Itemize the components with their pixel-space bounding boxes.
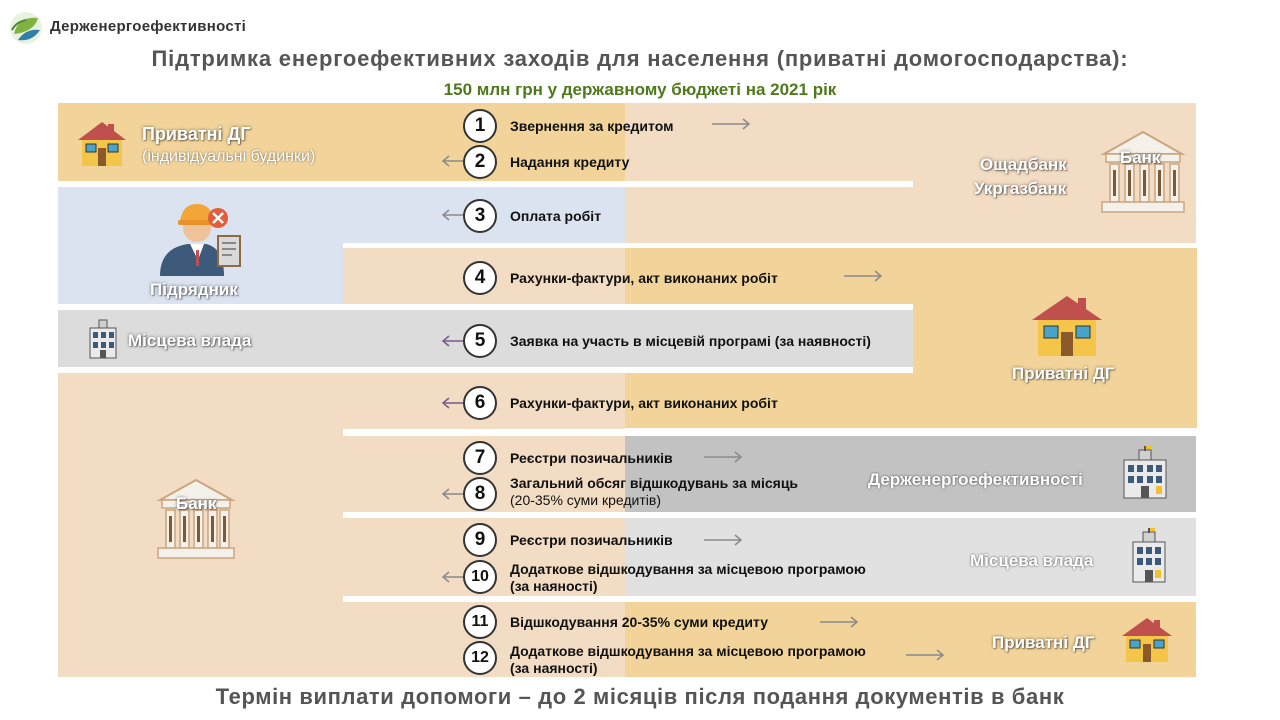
step-text: Оплата робіт [510,208,602,224]
arrow-right-icon [704,451,746,463]
bank-building-icon [156,478,236,560]
step-text: Рахунки-фактури, акт виконаних робіт [510,395,778,411]
logo-text: Держенергоефективності [50,18,247,35]
step-number: 1 [463,109,497,143]
bank-top-name-1: Ощадбанк [980,155,1067,174]
bank-left-block [58,373,625,677]
step-text: Реєстри позичальників [510,532,673,548]
government-building-icon [1120,446,1170,500]
separator [58,181,913,187]
step-number: 9 [463,523,497,557]
logo-leaf-icon [8,10,44,46]
step-number: 5 [463,324,497,358]
local-authority-left-title: Місцева влада [128,331,252,350]
bank-top-name-2: Укргазбанк [974,179,1067,198]
step-text-sub: (за наяності) [510,578,598,594]
step-text [510,643,866,677]
step-text: Надання кредиту [510,154,630,170]
step-text-sub: (за наяності) [510,660,598,676]
households-top-subtitle: (індивідуальні будинки) [142,148,316,165]
arrow-right-icon [712,118,754,130]
step-text: Відшкодування 20-35% суми кредиту [510,614,768,630]
step-text-main: Загальний обсяг відшкодувань за місяць [510,475,799,491]
separator [58,367,913,373]
contractor-gap [625,187,915,243]
step-number: 2 [463,145,497,179]
households-right-title: Приватні ДГ [1012,364,1115,383]
step-text [510,475,798,509]
step-number: 3 [463,199,497,233]
worker-icon [152,196,250,276]
bank-top-title: Банк [1120,148,1161,167]
separator [343,243,1198,248]
step-number: 4 [463,261,497,295]
government-building-icon [1130,528,1168,584]
step-text [510,561,866,595]
separator [343,596,1198,602]
separator [343,512,1198,518]
separator [343,429,1198,436]
households-bottom-title: Приватні ДГ [992,633,1095,652]
contractor-title: Підрядник [150,280,238,299]
step-text: Рахунки-фактури, акт виконаних робіт [510,270,778,286]
local-authority-right-title: Місцева влада [970,551,1094,570]
step-number: 8 [463,477,497,511]
step-text-sub: (20-35% суми кредитів) [510,492,661,508]
house-icon [1030,292,1104,358]
step-text: Заявка на участь в місцевій програмі (за наявності) [510,333,871,349]
bank-left-title: Банк [176,494,217,513]
page-subtitle: 150 млн грн у державному бюджеті на 2021 рік [443,80,837,99]
arrow-right-icon [844,270,886,282]
arrow-right-icon [906,649,948,661]
step-number: 12 [463,641,497,675]
separator [58,304,913,310]
step-number: 10 [463,560,497,594]
step-text-main: Додаткове відшкодування за місцевою програмою [510,561,866,577]
arrow-right-icon [820,616,862,628]
households-top-title: Приватні ДГ [142,124,251,144]
government-building-icon [86,318,120,360]
bank-building-icon [1100,130,1186,214]
step-number: 7 [463,441,497,475]
step-text: Звернення за кредитом [510,118,674,134]
page-title: Підтримка енергоефективних заходів для населення (приватні домогосподарства): [151,46,1129,71]
step-text-main: Додаткове відшкодування за місцевою програмою [510,643,866,659]
house-icon [1120,614,1174,664]
step-number: 6 [463,386,497,420]
house-icon [76,118,128,168]
step-text: Реєстри позичальників [510,450,673,466]
footer-note: Термін виплати допомоги – до 2 місяців після подання документів в банк [215,684,1065,709]
arrow-right-icon [704,534,746,546]
agency-title: Держенергоефективності [868,470,1083,489]
step-number: 11 [463,605,497,639]
